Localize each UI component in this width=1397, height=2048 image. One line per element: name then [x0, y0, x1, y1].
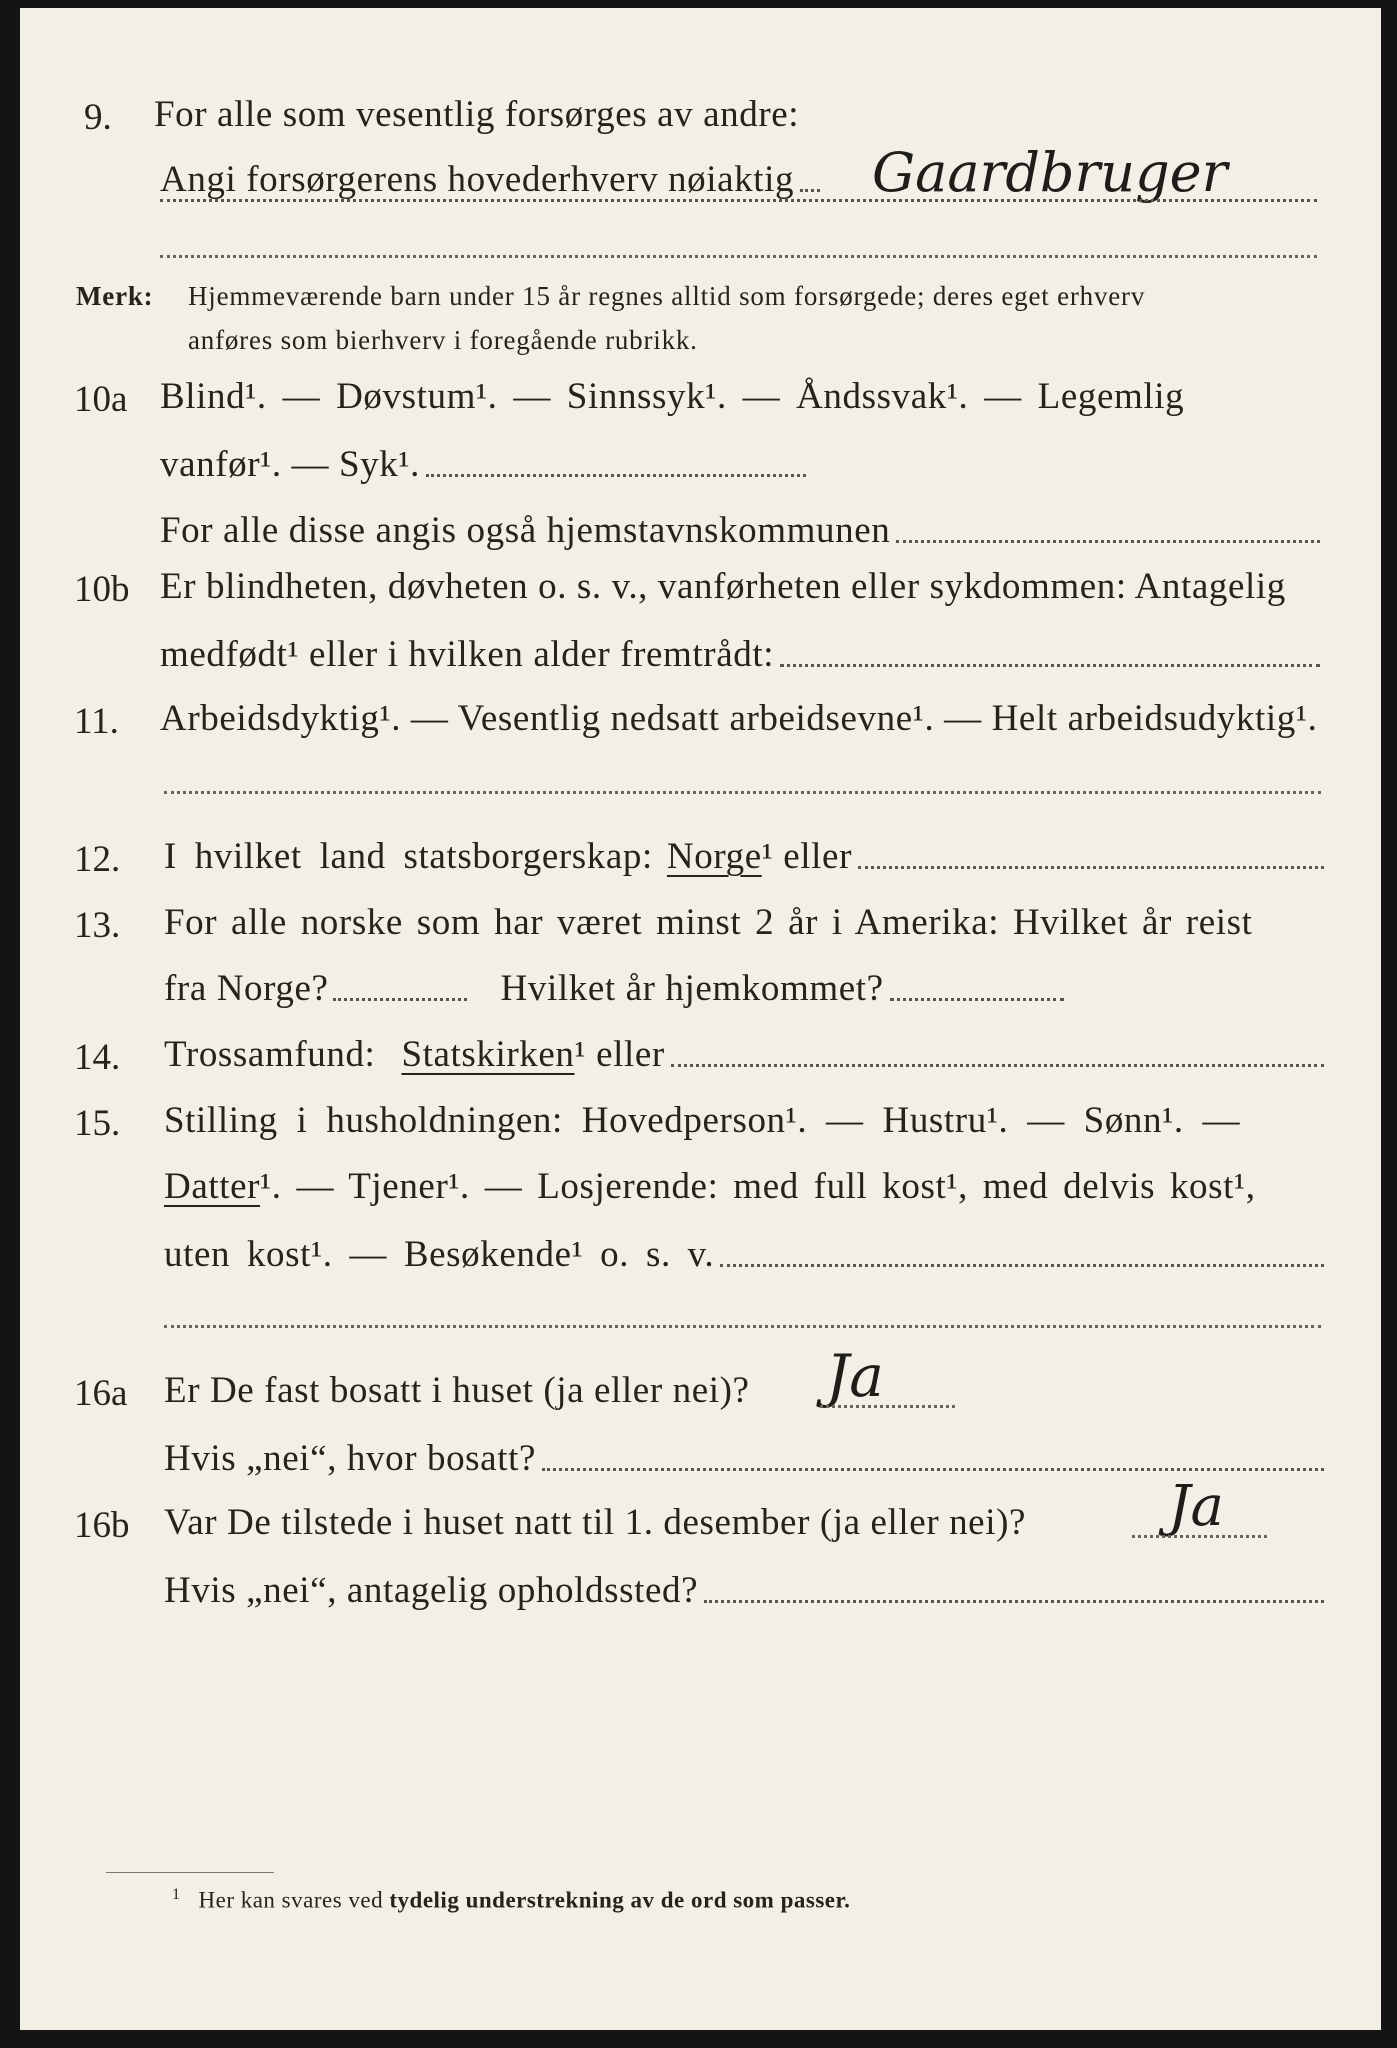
q16b-line1: [164, 1494, 1164, 1544]
q9-question: For alle som vesentlig forsørges av andre:: [154, 94, 800, 135]
q12-eller: ¹ eller: [761, 836, 852, 877]
q10b-label: medfødt¹ eller i hvilken alder fremtrådt:: [160, 634, 775, 675]
q9-extra-line: [160, 254, 1317, 258]
q9-line1: [154, 86, 894, 136]
footnote-rule: [106, 1872, 274, 1873]
q10a-line2: [160, 436, 806, 486]
q15-number: 15.: [74, 1103, 121, 1144]
q16b-handwritten-answer: Ja: [1168, 1474, 1224, 1539]
q15-extra-line: [164, 1324, 1321, 1328]
q11-line1: [160, 690, 1320, 740]
q10b-number: 10b: [74, 569, 130, 610]
q15-line2: [164, 1158, 1324, 1208]
q15-fill-line: [720, 1263, 1324, 1267]
q11-number: 11.: [74, 701, 119, 742]
q10a-options-2: vanfør¹. — Syk¹.: [160, 444, 420, 485]
q9-line2: [160, 151, 820, 201]
q14-line: [164, 1026, 1324, 1076]
q13-question: For alle norske som har været minst 2 år i Amerika: Hvilket år reist: [164, 902, 1253, 943]
q15-options-2: ¹. — Tjener¹. — Losjerende: med full kost¹, med delvis kost¹,: [260, 1166, 1256, 1207]
q12-label: I hvilket land statsborgerskap:: [164, 836, 653, 877]
q16b-line2: [164, 1562, 1324, 1612]
q10a-fill-line: [426, 473, 806, 477]
q10b-line1: [160, 558, 1320, 608]
q10b-question: Er blindheten, døvheten o. s. v., vanførheten eller sykdommen: Antagelig: [160, 566, 1286, 607]
q9-handwritten-answer: Gaardbruger: [872, 141, 1228, 204]
q16a-handwritten-answer: Ja: [826, 1342, 884, 1410]
q12-fill-line: [858, 865, 1324, 869]
q13-number: 13.: [74, 905, 121, 946]
q15-line3: [164, 1226, 1324, 1276]
q16a-answer-line: [820, 1404, 955, 1408]
q13-line2: [164, 960, 1064, 1010]
q14-underlined-statskirken: Statskirken: [401, 1034, 575, 1075]
q16a-bosatt-label: Hvis „nei“, hvor bosatt?: [164, 1438, 536, 1479]
note-line1: Hjemmeværende barn under 15 år regnes alltid som forsørgede; deres eget erhverv: [188, 281, 1146, 311]
q9-fill-line: [800, 188, 820, 192]
q14-number: 14.: [74, 1037, 121, 1078]
footnote-bold-text: tydelig understrekning av de ord som passer.: [389, 1887, 851, 1913]
q12-line: [164, 828, 1324, 878]
q10b-line2: [160, 626, 1320, 676]
q16b-opholdssted-label: Hvis „nei“, antagelig opholdssted?: [164, 1570, 699, 1611]
q16a-fill-line: [542, 1467, 1324, 1471]
q15-options: Stilling i husholdningen: Hovedperson¹. — Hustru¹. — Sønn¹. —: [164, 1100, 1241, 1141]
q13-reist-fill: [333, 998, 467, 1001]
q16a-line2: [164, 1430, 1324, 1480]
q12-underlined-norge: Norge: [666, 836, 762, 877]
q16b-answer-line: [1132, 1534, 1267, 1538]
q14-label: Trossamfund:: [164, 1034, 376, 1075]
q10a-line1: [160, 368, 1320, 418]
q16a-number: 16a: [74, 1373, 128, 1414]
q13-hjemkommet-label: Hvilket år hjemkommet?: [500, 968, 884, 1009]
note-line2: anføres som bierhverv i foregående rubrikk.: [188, 325, 698, 355]
q16a-question: Er De fast bosatt i huset (ja eller nei)?: [164, 1370, 750, 1411]
q13-line1: [164, 894, 1324, 944]
q9-answer-underline: [160, 198, 1317, 202]
note-label: Merk:: [76, 281, 154, 311]
footnote-text: Her kan svares ved: [198, 1887, 384, 1913]
q13-reist-label: fra Norge?: [164, 968, 329, 1009]
q10a-hjemstavn-label: For alle disse angis også hjemstavnskommunen: [160, 510, 891, 551]
q10a-options: Blind¹. — Døvstum¹. — Sinnssyk¹. — Åndssvak¹. — Legemlig: [160, 376, 1185, 417]
q15-options-3: uten kost¹. — Besøkende¹ o. s. v.: [164, 1234, 715, 1275]
q10a-hjemstavn-fill: [896, 539, 1320, 543]
footnote-mark: 1: [172, 1886, 181, 1903]
q10a-line3: [160, 502, 1320, 552]
q16b-number: 16b: [74, 1505, 130, 1546]
census-form-page: [20, 8, 1381, 2030]
q10b-fill-line: [780, 663, 1320, 667]
q15-underlined-datter: Datter: [164, 1166, 261, 1207]
q16b-fill-line: [704, 1599, 1324, 1603]
q10a-number: 10a: [74, 379, 128, 420]
q11-fill-line: [164, 790, 1321, 794]
q14-fill-line: [671, 1063, 1324, 1067]
q15-line1: [164, 1092, 1324, 1142]
q11-options: Arbeidsdyktig¹. — Vesentlig nedsatt arbeidsevne¹. — Helt arbeidsudyktig¹.: [160, 698, 1318, 739]
q9-label: Angi forsørgerens hovederhverv nøiaktig: [160, 159, 795, 200]
q9-number: 9.: [84, 97, 112, 138]
q14-eller: ¹ eller: [574, 1034, 665, 1075]
q12-number: 12.: [74, 839, 121, 880]
q16b-question: Var De tilstede i huset natt til 1. desember (ja eller nei)?: [164, 1502, 1027, 1543]
q13-hjemkommet-fill: [890, 997, 1064, 1001]
footnote: [172, 1886, 850, 1914]
